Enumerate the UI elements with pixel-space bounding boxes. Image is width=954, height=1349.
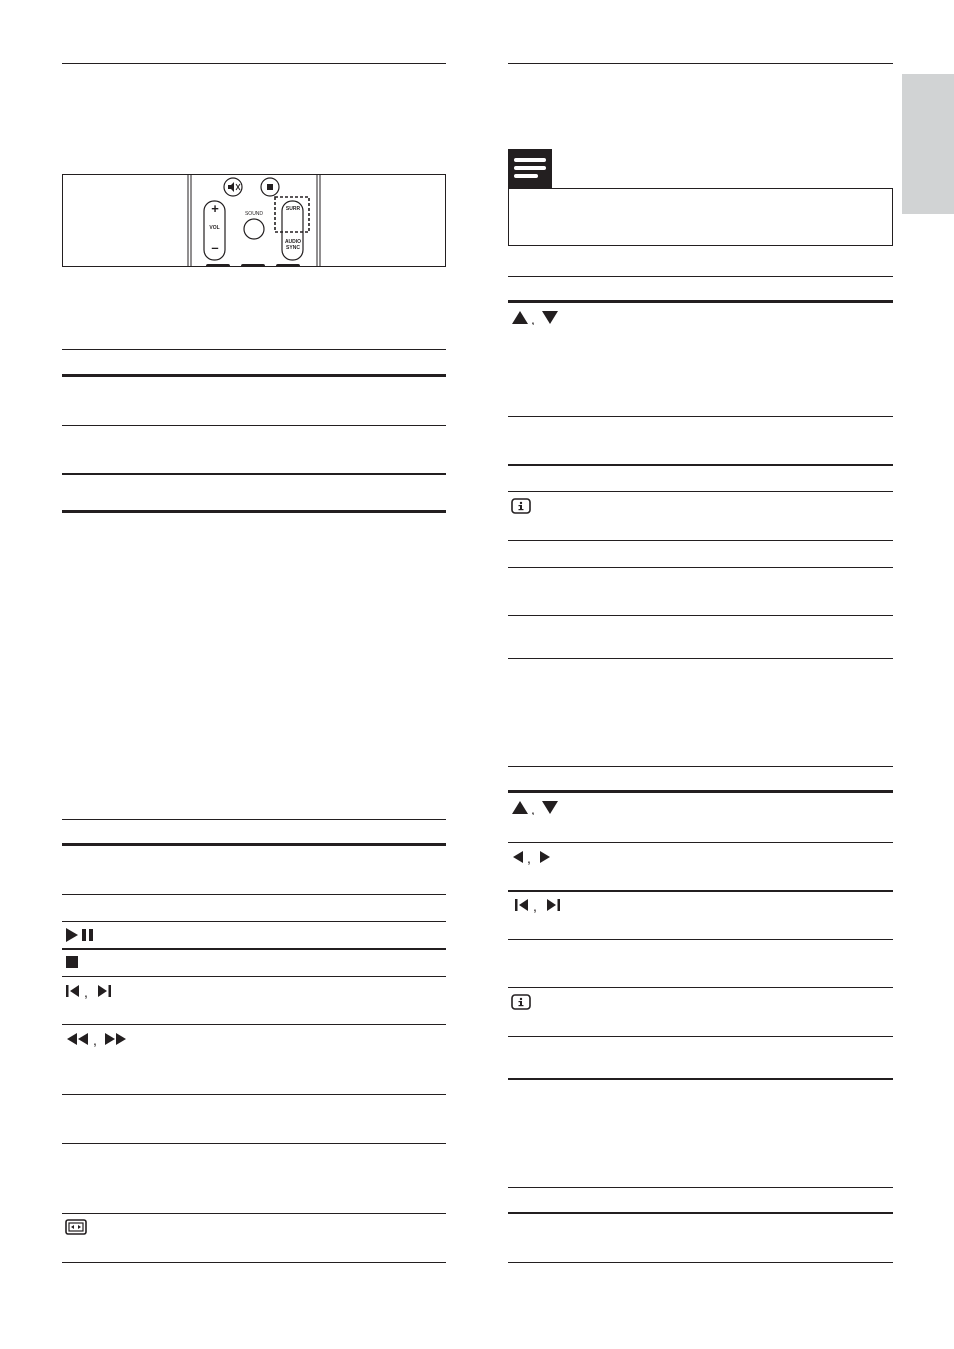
table-row-rule — [508, 416, 893, 417]
table-row-rule — [508, 842, 893, 843]
table-header-rule — [508, 276, 893, 277]
left-right-arrow-icon — [510, 849, 556, 865]
volume-label: VOL — [209, 225, 220, 231]
table-header-rule — [62, 819, 446, 820]
play-pause-icon — [64, 927, 96, 943]
note-icon — [508, 149, 552, 188]
svg-text:,: , — [531, 801, 535, 815]
table-header-rule — [62, 349, 446, 350]
up-down-arrow-icon — [510, 309, 564, 325]
table-row-rule — [62, 425, 446, 426]
section-rule — [508, 63, 893, 64]
stop-icon — [65, 955, 79, 969]
table-bottom-rule — [62, 510, 446, 513]
table-bottom-rule — [508, 1262, 893, 1263]
table-row-rule — [508, 567, 893, 568]
svg-text:,: , — [527, 850, 531, 865]
table-row-rule — [62, 976, 446, 977]
previous-next-icon — [513, 897, 565, 913]
table-row-rule — [62, 1094, 446, 1095]
table-row-rule — [508, 464, 893, 466]
table-row-rule — [62, 473, 446, 475]
table-header-rule — [508, 300, 893, 303]
info-icon — [511, 994, 531, 1010]
table-row-rule — [508, 615, 893, 616]
sound-key-label: SOUND — [244, 211, 264, 217]
remote-control-illustration — [62, 174, 446, 267]
table-row-rule — [62, 1024, 446, 1025]
table-bottom-rule — [508, 1078, 893, 1080]
table-row-rule — [508, 1036, 893, 1037]
table-bottom-rule — [508, 658, 893, 659]
svg-text:,: , — [84, 984, 88, 999]
table-bottom-rule — [62, 1262, 446, 1263]
volume-down-key[interactable]: – — [211, 240, 219, 255]
svg-text:,: , — [531, 311, 535, 325]
table-header-rule — [508, 1187, 893, 1188]
table-row-rule — [508, 939, 893, 940]
table-row-rule — [508, 987, 893, 988]
table-header-rule — [62, 374, 446, 377]
svg-text:,: , — [533, 898, 537, 913]
surround-key-label: SURR — [285, 206, 301, 212]
language-tab — [902, 74, 954, 214]
previous-next-icon — [64, 983, 116, 999]
audio-sync-key-label: AUDIO SYNC — [284, 239, 302, 251]
table-row-rule — [62, 921, 446, 922]
aspect-ratio-icon — [65, 1219, 87, 1235]
section-rule — [62, 63, 446, 64]
table-header-rule — [508, 1212, 893, 1214]
remote-control-drawing — [63, 175, 446, 267]
info-icon — [511, 498, 531, 514]
up-down-arrow-icon — [510, 799, 564, 815]
table-row-rule — [62, 1213, 446, 1214]
table-row-rule — [508, 491, 893, 492]
rewind-fast-forward-icon — [64, 1031, 134, 1047]
volume-up-key[interactable]: + — [211, 201, 219, 216]
table-row-rule — [508, 540, 893, 541]
table-row-rule — [508, 890, 893, 892]
table-row-rule — [62, 1143, 446, 1144]
table-header-rule — [62, 843, 446, 846]
table-row-rule — [62, 948, 446, 950]
table-header-rule — [508, 766, 893, 767]
svg-text:,: , — [93, 1032, 97, 1047]
note-box — [508, 188, 893, 246]
table-header-rule — [508, 790, 893, 793]
table-row-rule — [62, 894, 446, 895]
